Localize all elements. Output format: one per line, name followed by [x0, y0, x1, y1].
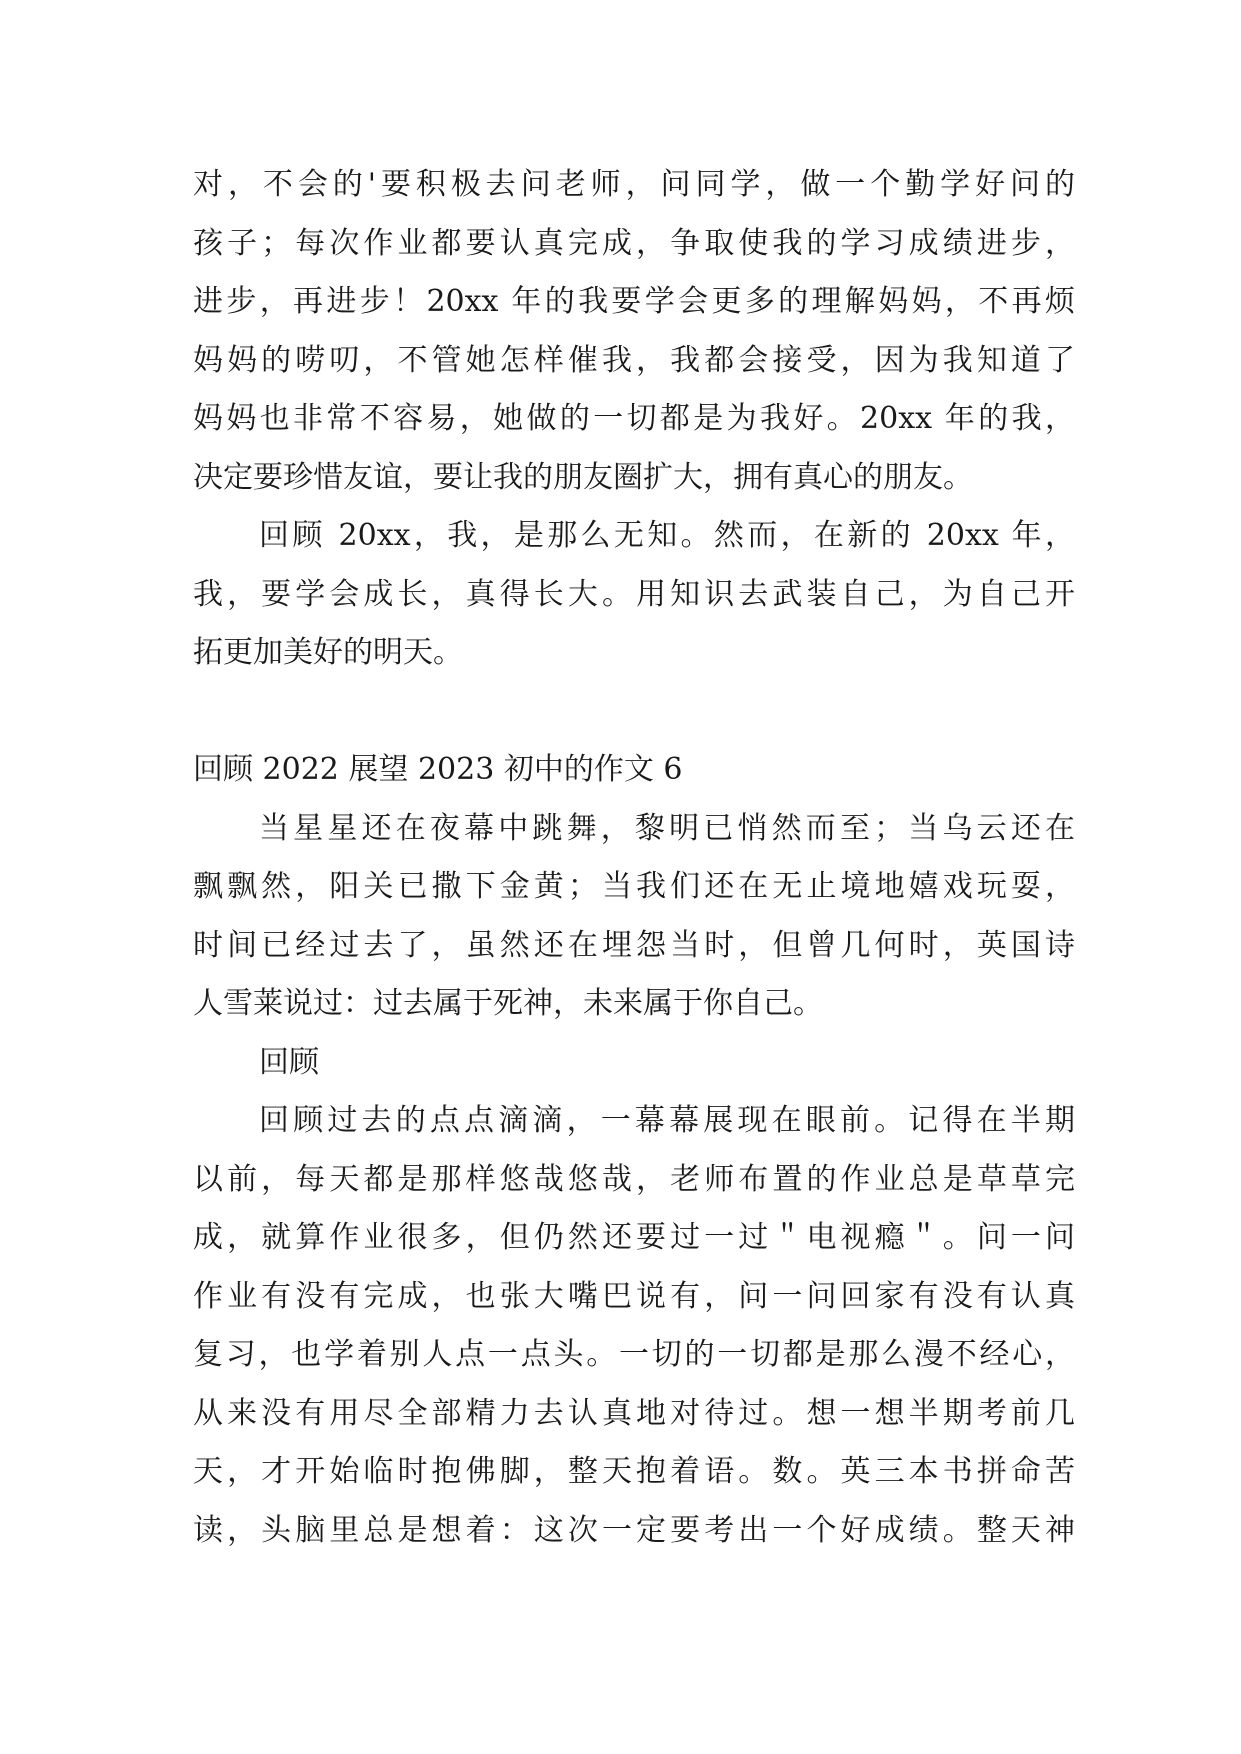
- text-line: 当星星还在夜幕中跳舞，黎明已悄然而至；当乌云还在: [259, 810, 1075, 846]
- text-line: 决定要珍惜友谊，要让我的朋友圈扩大，拥有真心的朋友。: [193, 459, 973, 495]
- text-line: 拓更加美好的明天。: [193, 635, 463, 670]
- paragraph: [193, 1034, 1075, 1093]
- text-line: 进步，再进步！20xx 年的我要学会更多的理解妈妈，不再烦: [193, 284, 1075, 319]
- text-line: 作业有没有完成，也张大嘴巴说有，问一问回家有没有认真: [193, 1278, 1075, 1314]
- text-line: 复习，也学着别人点一点头。一切的一切都是那么漫不经心，: [193, 1337, 1075, 1372]
- text-line: 成，就算作业很多，但仍然还要过一过＂电视瘾＂。问一问: [193, 1220, 1075, 1255]
- paragraph: [193, 1092, 1075, 1560]
- text-line: 对，不会的'要积极去问老师，问同学，做一个勤学好问的: [193, 167, 1075, 202]
- paragraph: [193, 156, 1075, 507]
- text-line: 妈妈也非常不容易，她做的一切都是为我好。20xx 年的我，: [193, 401, 1075, 436]
- paragraph: [193, 507, 1075, 683]
- text-line: 我，要学会成长，真得长大。用知识去武装自己，为自己开: [193, 576, 1075, 612]
- text-line: 以前，每天都是那样悠哉悠哉，老师布置的作业总是草草完: [193, 1161, 1075, 1197]
- text-line: 回顾过去的点点滴滴，一幕幕展现在眼前。记得在半期: [259, 1103, 1075, 1138]
- paragraph: [193, 800, 1075, 1034]
- blank-line: [193, 683, 1075, 742]
- text-line: 飘飘然，阳关已撒下金黄；当我们还在无止境地嬉戏玩耍，: [193, 869, 1075, 904]
- text-line: 天，才开始临时抱佛脚，整天抱着语。数。英三本书拼命苦: [193, 1454, 1075, 1489]
- text-line: 回顾 20xx，我，是那么无知。然而，在新的 20xx 年，: [259, 518, 1075, 553]
- text-line: 人雪莱说过：过去属于死神，未来属于你自己。: [193, 986, 823, 1021]
- body-text: [193, 156, 1075, 1560]
- text-line: 时间已经过去了，虽然还在埋怨当时，但曾几何时，英国诗: [193, 927, 1075, 963]
- text-line: 妈妈的唠叨，不管她怎样催我，我都会接受，因为我知道了: [193, 342, 1075, 378]
- text-line: 回顾: [259, 1044, 319, 1080]
- essay-title: 回顾 2022 展望 2023 初中的作文 6: [193, 752, 683, 787]
- text-line: 从来没有用尽全部精力去认真地对待过。想一想半期考前几: [193, 1395, 1075, 1431]
- text-line: 孩子；每次作业都要认真完成，争取使我的学习成绩进步，: [193, 225, 1075, 261]
- text-line: 读，头脑里总是想着：这次一定要考出一个好成绩。整天神: [193, 1512, 1075, 1548]
